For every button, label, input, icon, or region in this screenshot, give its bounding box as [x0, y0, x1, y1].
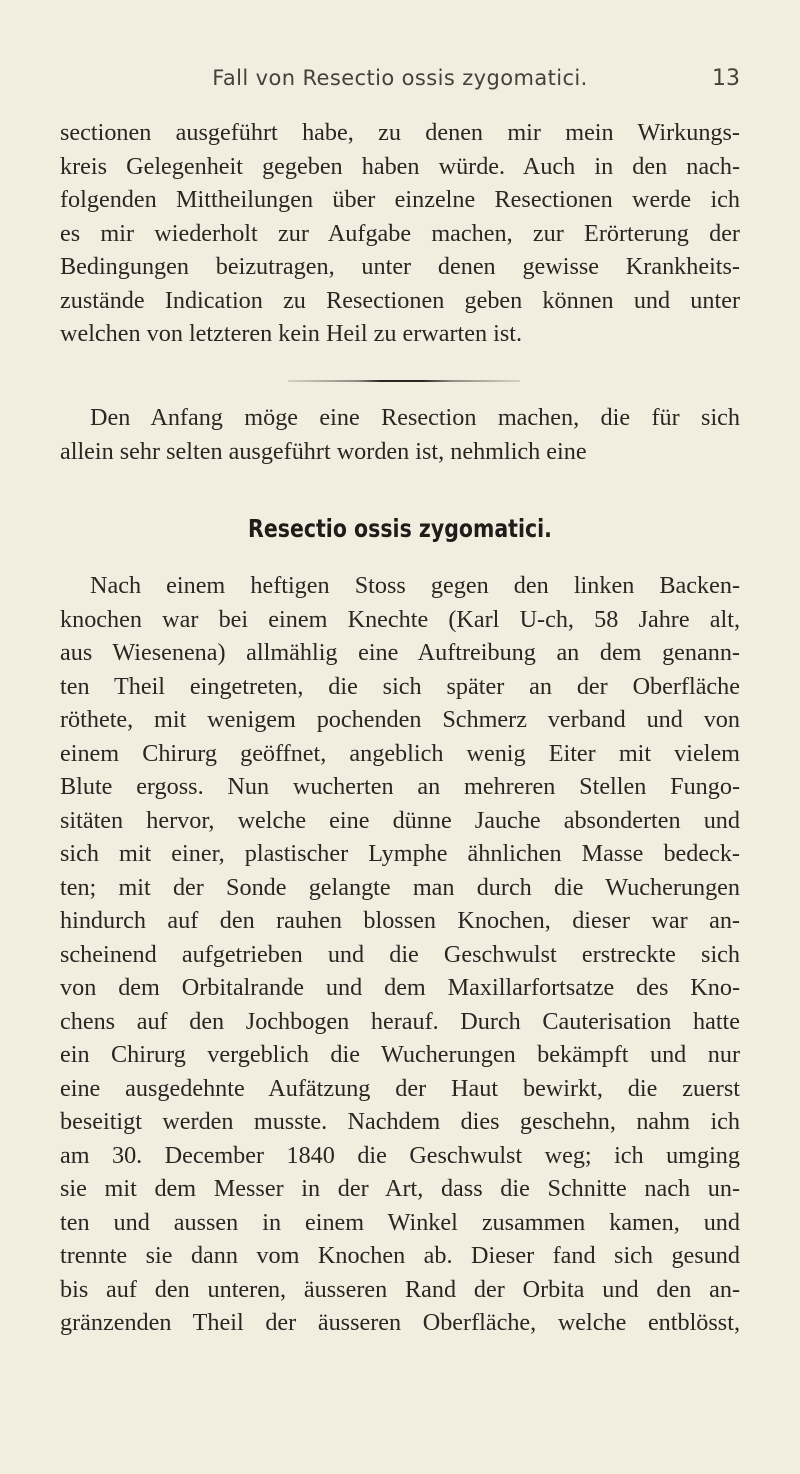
running-header [60, 66, 740, 102]
text-line: Blute ergoss. Nun wucherten an mehreren Stellen Fungo- [60, 773, 740, 800]
text-line: ten und aussen in einem Winkel zusammen kamen, und [60, 1208, 740, 1236]
paragraph-continuation [60, 116, 740, 351]
text-line: scheinend aufgetrieben und die Geschwulst erstreckte sich [60, 940, 740, 968]
text-line: ein Chirurg vergeblich die Wucherungen bekämpft und nur [60, 1041, 740, 1068]
text-line: einem Chirurg geöffnet, angeblich wenig Eiter mit vielem [60, 739, 740, 767]
text-line: kreis Gelegenheit gegeben haben würde. Auch in den nach- [60, 152, 740, 180]
text-line: welchen von letzteren kein Heil zu erwarten ist. [60, 320, 523, 347]
text-line: sitäten hervor, welche eine dünne Jauche absonderten und [60, 806, 740, 834]
paragraph-case-report [60, 569, 740, 1340]
text-line: eine ausgedehnte Aufätzung der Haut bewirkt, die zuerst [60, 1074, 740, 1102]
text-line: allein sehr selten ausgeführt worden ist, nehmlich eine [60, 437, 587, 465]
text-line: gränzenden Theil der äusseren Oberfläche, welche entblösst, [60, 1309, 740, 1336]
text-line: sie mit dem Messer in der Art, dass die Schnitte nach un- [60, 1175, 740, 1202]
text-line: Nach einem heftigen Stoss gegen den linken Backen- [90, 572, 740, 599]
text-line: röthete, mit wenigem pochenden Schmerz verband und von [60, 706, 740, 733]
text-line: trennte sie dann vom Knochen ab. Dieser fand sich gesund [60, 1242, 740, 1269]
text-line: beseitigt werden musste. Nachdem dies geschehn, nahm ich [60, 1108, 740, 1135]
text-line: von dem Orbitalrande und dem Maxillarfortsatze des Kno- [60, 974, 740, 1001]
section-heading: Resectio ossis zygomatici. [248, 514, 552, 543]
text-line: Bedingungen beizutragen, unter denen gewisse Krankheits- [60, 253, 740, 280]
text-line: Den Anfang möge eine Resection machen, die für sich [90, 404, 740, 431]
running-title: Fall von Resectio ossis zygomatici. [212, 66, 588, 90]
text-line: ten; mit der Sonde gelangte man durch die Wucherungen [60, 873, 740, 901]
text-line: es mir wiederholt zur Aufgabe machen, zur Erörterung der [60, 219, 740, 247]
page-number: 13 [712, 66, 740, 91]
text-line: sich mit einer, plastischer Lymphe ähnlichen Masse bedeck- [60, 840, 740, 867]
text-line: folgenden Mittheilungen über einzelne Resectionen werde ich [60, 186, 740, 213]
text-line: knochen war bei einem Knechte (Karl U-ch, 58 Jahre alt, [60, 605, 740, 633]
text-line: sectionen ausgeführt habe, zu denen mir mein Wirkungs- [60, 119, 740, 146]
text-line: zustände Indication zu Resectionen geben können und unter [60, 286, 740, 314]
paragraph-intro [60, 401, 740, 468]
text-line: am 30. December 1840 die Geschwulst weg; ich umging [60, 1141, 740, 1169]
section-divider-rule [288, 380, 520, 382]
text-line: chens auf den Jochbogen herauf. Durch Cauterisation hatte [60, 1007, 740, 1035]
text-line: hindurch auf den rauhen blossen Knochen, dieser war an- [60, 907, 740, 934]
text-line: aus Wiesenena) allmählig eine Auftreibung an dem genann- [60, 639, 740, 666]
text-line: ten Theil eingetreten, die sich später an der Oberfläche [60, 672, 740, 700]
text-line: bis auf den unteren, äusseren Rand der Orbita und den an- [60, 1275, 740, 1303]
